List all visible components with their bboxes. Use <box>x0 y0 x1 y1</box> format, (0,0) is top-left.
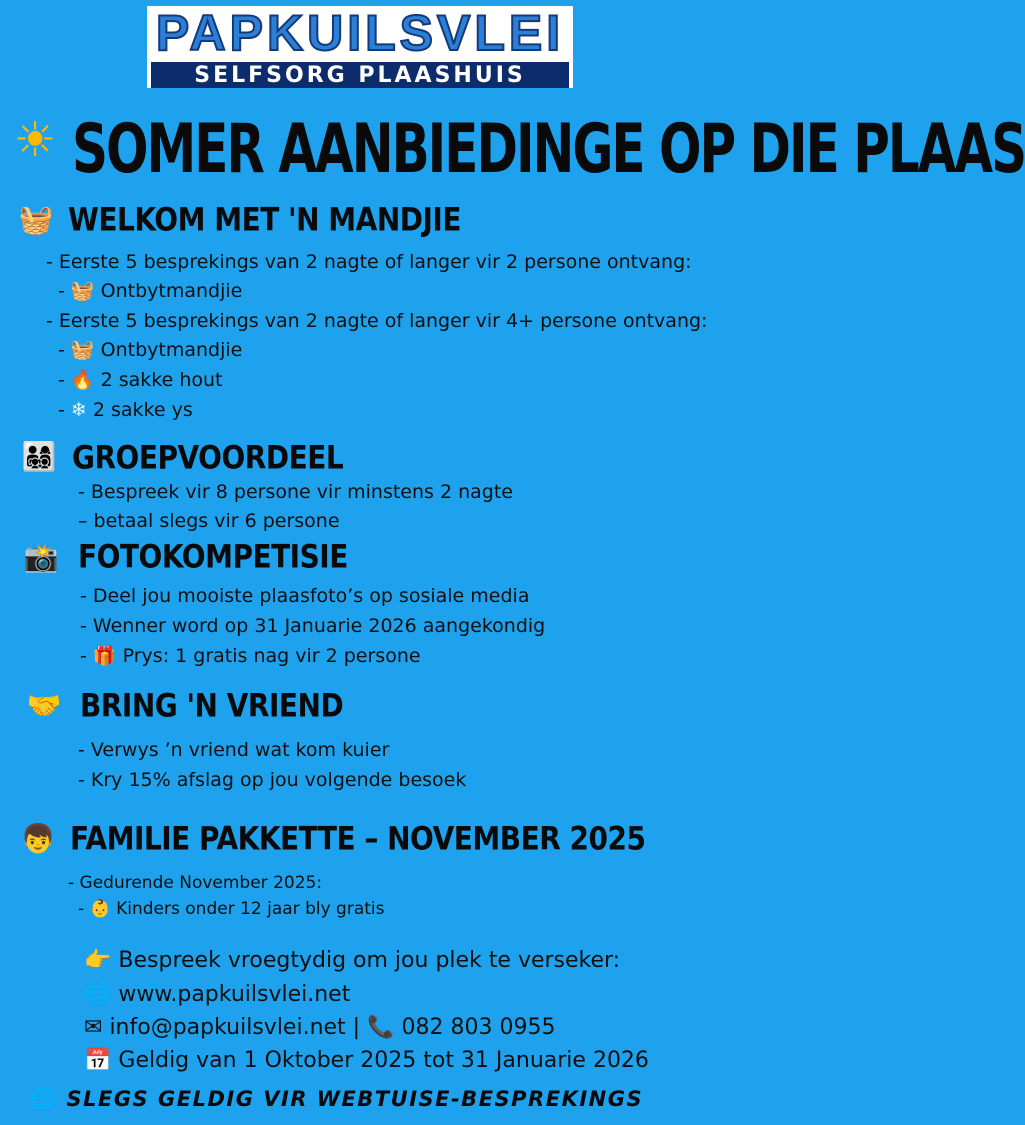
sun-icon: ☀ <box>13 112 57 168</box>
phone-icon: 📞 <box>367 1015 395 1040</box>
boy-icon: 👦 <box>20 822 56 855</box>
phone-link[interactable]: 082 803 0955 <box>401 1015 556 1040</box>
section-title-foto: FOTOKOMPETISIE <box>78 537 348 576</box>
website-link[interactable]: www.papkuilsvlei.net <box>118 982 351 1007</box>
groep-line-1: - Bespreek vir 8 persone vir minstens 2 nagte <box>78 481 513 503</box>
basket-icon: 🧺 <box>70 339 95 361</box>
welkom-line-2: - 🧺 Ontbytmandjie <box>58 280 243 302</box>
welkom-line-6: - ❄ 2 sakke ys <box>58 399 193 421</box>
groep-line-2: – betaal slegs vir 6 persone <box>78 510 340 532</box>
basket-icon: 🧺 <box>18 203 54 236</box>
cta-line: 👉 Bespreek vroegtydig om jou plek te verseker: <box>84 948 621 973</box>
gift-icon: 🎁 <box>92 645 117 667</box>
familie-line-1: - Gedurende November 2025: <box>68 873 323 893</box>
foto-line-1: - Deel jou mooiste plaasfoto’s op sosiale media <box>80 585 530 607</box>
basket-icon: 🧺 <box>70 280 95 302</box>
globe-icon: 🌐 <box>84 982 112 1007</box>
welkom-line-5: - 🔥 2 sakke hout <box>58 369 223 391</box>
fire-icon: 🔥 <box>70 369 95 391</box>
baby-icon: 👶 <box>89 899 111 919</box>
vriend-line-2: - Kry 15% afslag op jou volgende besoek <box>78 769 467 791</box>
section-title-groep: GROEPVOORDEEL <box>72 438 344 477</box>
section-title-vriend: BRING 'N VRIEND <box>80 686 344 725</box>
handshake-icon: 🤝 <box>26 689 62 722</box>
brand-logo <box>147 6 573 88</box>
email-phone-line <box>84 1017 555 1039</box>
brand-name: PAPKUILSVLEI <box>155 5 565 61</box>
website-line <box>84 984 350 1006</box>
email-link[interactable]: info@papkuilsvlei.net | <box>109 1015 361 1040</box>
welkom-line-3: - Eerste 5 besprekings van 2 nagte of langer vir 4+ persone ontvang: <box>46 310 708 332</box>
welkom-line-1: - Eerste 5 besprekings van 2 nagte of langer vir 2 persone ontvang: <box>46 251 692 273</box>
pointing-hand-icon: 👉 <box>84 948 112 973</box>
validity-line: 📅 Geldig van 1 Oktober 2025 tot 31 Januarie 2026 <box>84 1048 649 1073</box>
foto-line-3: - 🎁 Prys: 1 gratis nag vir 2 persone <box>80 645 421 667</box>
section-title-familie: FAMILIE PAKKETTE – NOVEMBER 2025 <box>70 819 646 858</box>
welkom-line-4: - 🧺 Ontbytmandjie <box>58 339 243 361</box>
family-icon: 👨‍👩‍👧‍👦 <box>21 440 57 473</box>
snowflake-icon: ❄ <box>70 399 87 421</box>
familie-line-2: - 👶 Kinders onder 12 jaar bly gratis <box>78 899 385 919</box>
section-title-welkom: WELKOM MET 'N MANDJIE <box>68 200 461 239</box>
calendar-icon: 📅 <box>84 1048 112 1073</box>
camera-icon: 📸 <box>23 541 59 574</box>
page-headline: SOMER AANBIEDINGE OP DIE PLAAS <box>72 109 1025 189</box>
mail-icon: ✉ <box>84 1015 103 1040</box>
brand-tagline: SELFSORG PLAASHUIS <box>151 62 569 88</box>
footer-note: 🌐 SLEGS GELDIG VIR WEBTUISE-BESPREKINGS <box>30 1087 644 1111</box>
foto-line-2: - Wenner word op 31 Januarie 2026 aangekondig <box>80 615 546 637</box>
globe-icon: 🌐 <box>30 1087 58 1111</box>
vriend-line-1: - Verwys ’n vriend wat kom kuier <box>78 739 390 761</box>
